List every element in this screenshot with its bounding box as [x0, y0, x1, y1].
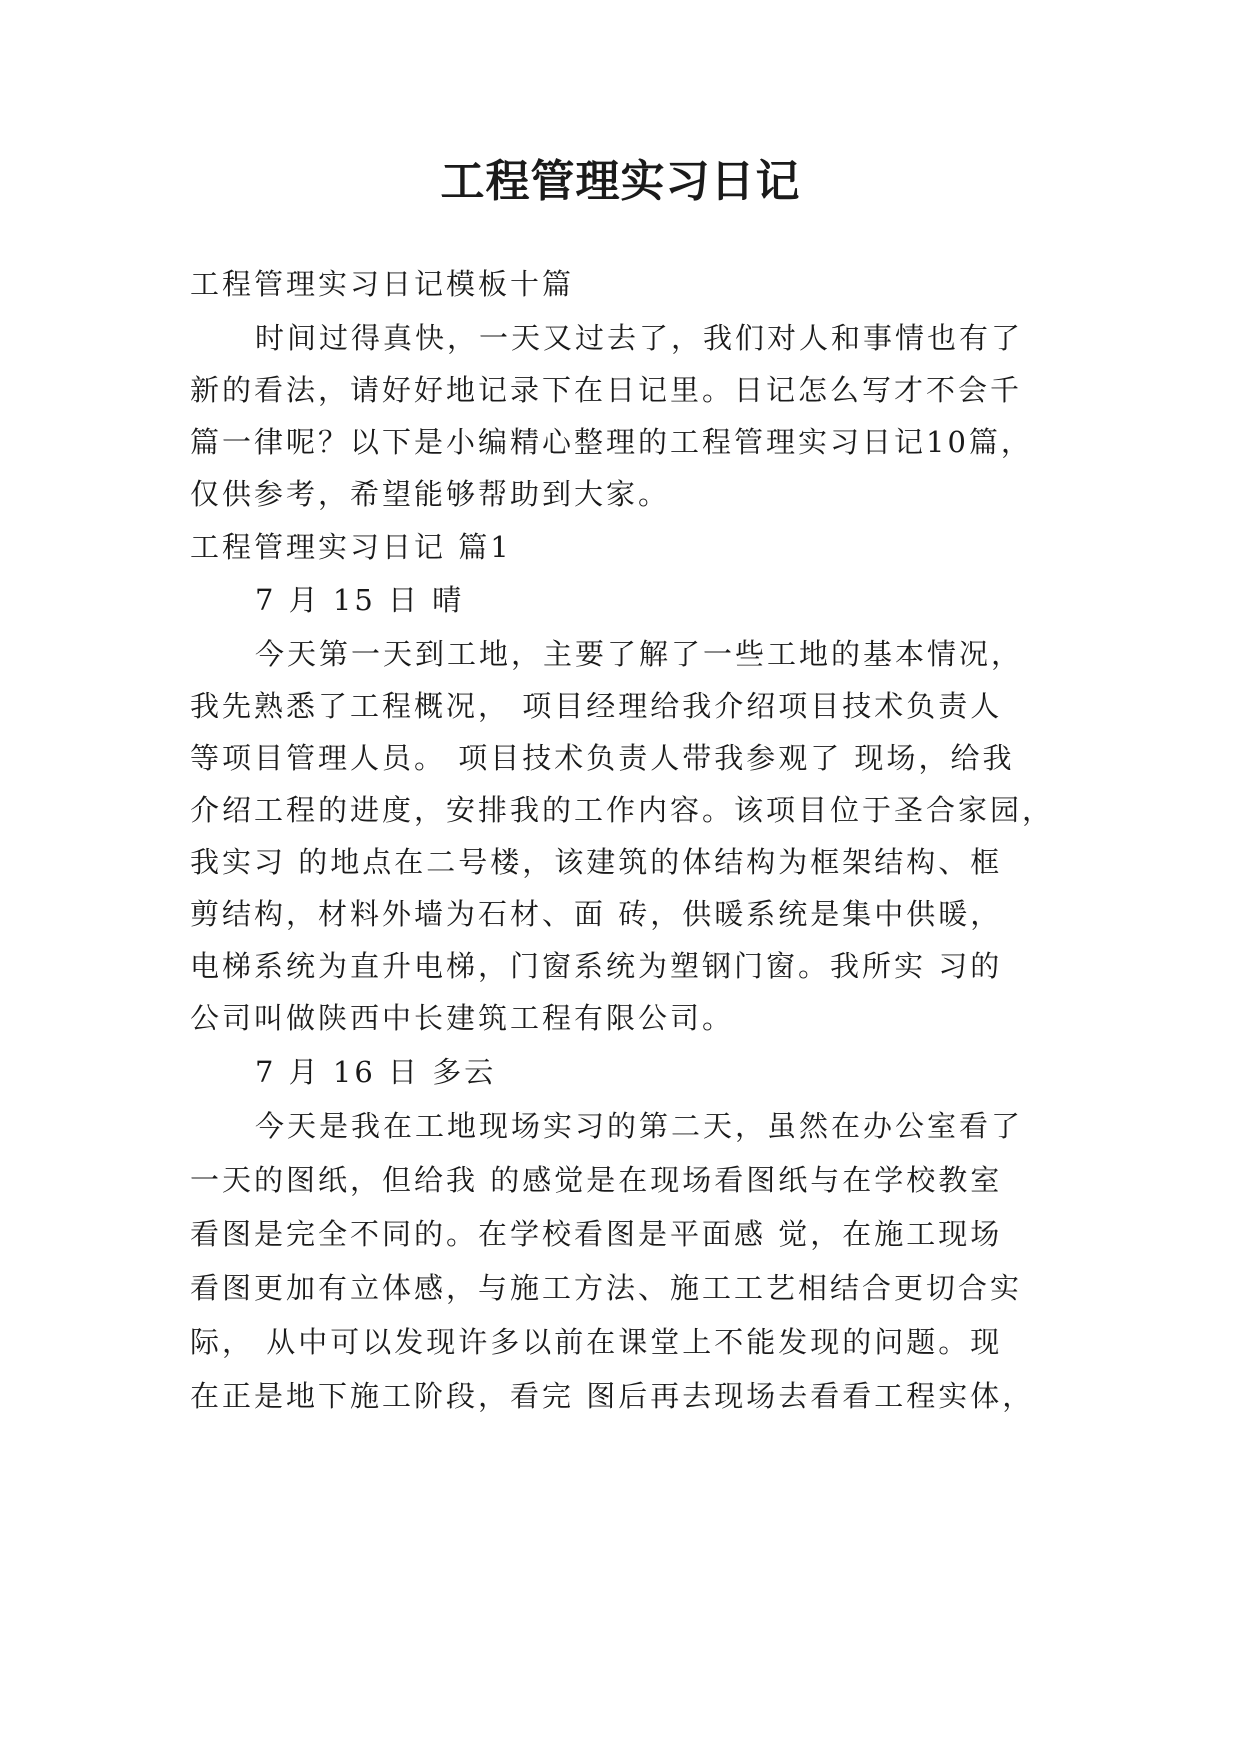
- text-line: 我实习 的地点在二号楼，该建筑的体结构为框架结构、框: [190, 845, 1003, 879]
- text-line: 我先熟悉了工程概况， 项目经理给我介绍项目技术负责人: [190, 689, 1003, 723]
- text-line: 仅供参考，希望能够帮助到大家。: [190, 477, 671, 511]
- text-line: 时间过得真快，一天又过去了，我们对人和事情也有了: [255, 321, 1024, 355]
- text-line: 公司叫做陕西中长建筑工程有限公司。: [190, 1001, 735, 1035]
- text-line: 新的看法，请好好地记录下在日记里。日记怎么写才不会千: [190, 373, 1023, 407]
- text-line: 看图更加有立体感，与施工方法、施工工艺相结合更切合实: [190, 1271, 1023, 1305]
- text-line: 一天的图纸，但给我 的感觉是在现场看图纸与在学校教室: [190, 1163, 1003, 1197]
- date-line: 7 月 16 日 多云: [255, 1055, 497, 1089]
- text-line: 际， 从中可以发现许多以前在课堂上不能发现的问题。现: [190, 1325, 1003, 1359]
- text-line: 篇一律呢？以下是小编精心整理的工程管理实习日记10篇，: [190, 425, 1033, 459]
- text-line: 今天第一天到工地，主要了解了一些工地的基本情况，: [255, 637, 1024, 671]
- text-line: 等项目管理人员。 项目技术负责人带我参观了 现场，给我: [190, 741, 1015, 775]
- text-line: 介绍工程的进度，安排我的工作内容。该项目位于圣合家园，: [190, 793, 1055, 827]
- subtitle-line: 工程管理实习日记模板十篇: [190, 267, 575, 301]
- text-line: 剪结构，材料外墙为石材、面 砖，供暖系统是集中供暖，: [190, 897, 1003, 931]
- text-line: 看图是完全不同的。在学校看图是平面感 觉，在施工现场: [190, 1217, 1003, 1251]
- section-heading: 工程管理实习日记 篇1: [190, 530, 512, 564]
- text-line: 今天是我在工地现场实习的第二天，虽然在办公室看了: [255, 1109, 1024, 1143]
- date-line: 7 月 15 日 晴: [255, 583, 465, 617]
- document-title: 工程管理实习日记: [440, 156, 801, 207]
- text-line: 在正是地下施工阶段，看完 图后再去现场去看看工程实体，: [190, 1379, 1035, 1413]
- text-line: 电梯系统为直升电梯，门窗系统为塑钢门窗。我所实 习的: [190, 949, 1003, 983]
